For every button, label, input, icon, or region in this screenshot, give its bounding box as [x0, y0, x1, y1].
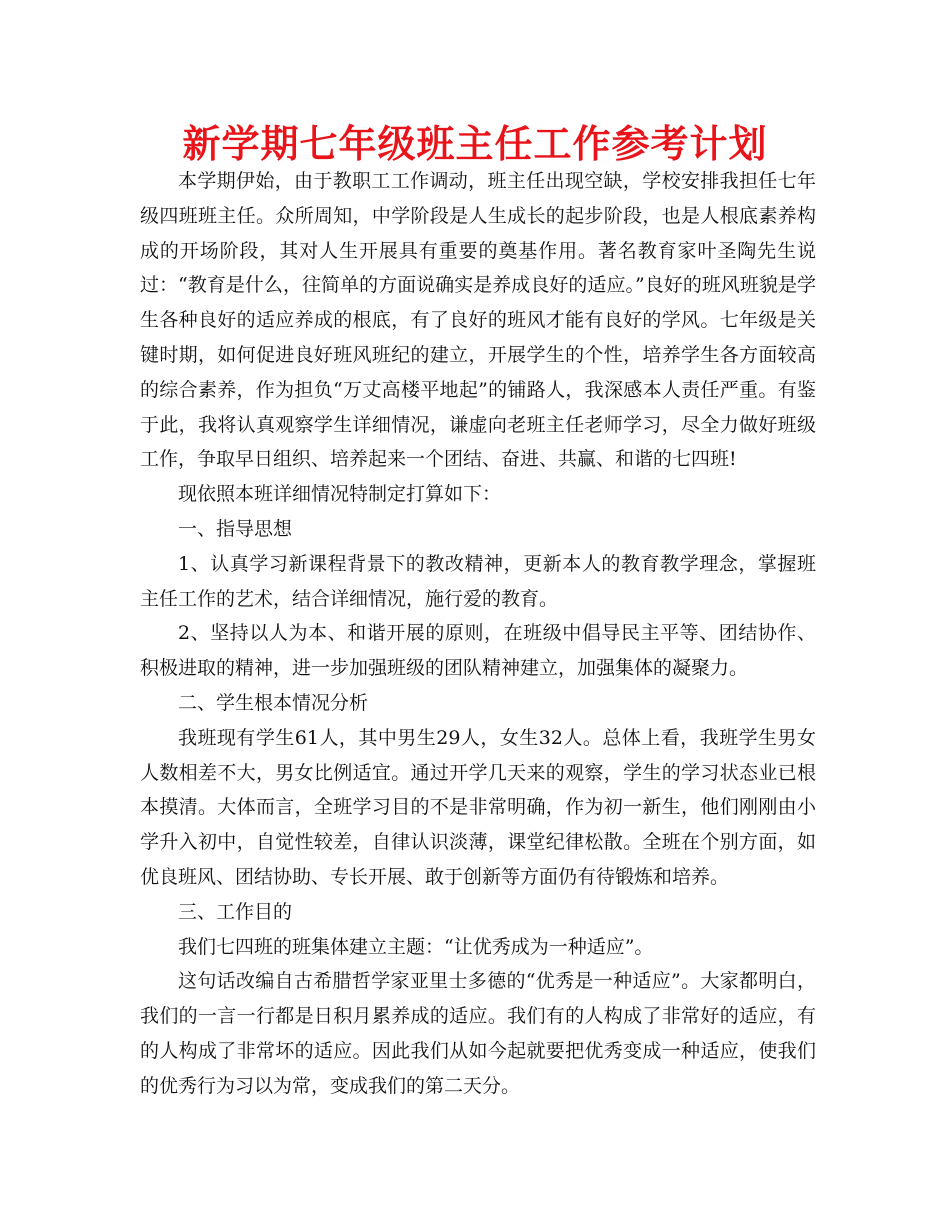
paragraph-guiding-item-2: 2、坚持以人为本、和谐开展的原则，在班级中倡导民主平等、团结协作、积极进取的精神，进一步加强班级的团队精神建立，加强集体的凝聚力。 — [140, 622, 816, 680]
document-title: 新学期七年级班主任工作参考计划 — [182, 122, 768, 166]
paragraph-guiding-item-1: 1、认真学习新课程背景下的教改精神，更新本人的教育教学理念，掌握班主任工作的艺术，结合详细情况，施行爱的教育。 — [140, 552, 816, 610]
paragraph-intro: 本学期伊始，由于教职工工作调动，班主任出现空缺，学校安排我担任七年级四班班主任。众所周知，中学阶段是人生成长的起步阶段，也是人根底素养构成的开场阶段，其对人生开展具有重要的奠基作用。著名教育家叶圣陶先生说过：“教育是什么，往简单的方面说确实是养成良好的适应。”良好的班风班貌是学生各种良好的适应养成的根底，有了良好的班风才能有良好的学风。七年级是关键时期，如何促进良好班风班纪的建立，开展学生的个性，培养学生各方面较高的综合素养，作为担负“万丈高楼平地起”的铺路人，我深感本人责任严重。有鉴于此，我将认真观察学生详细情况，谦虚向老班主任老师学习，尽全力做好班级工作，争取早日组织、培养起来一个团结、奋进、共赢、和谐的七四班! — [140, 170, 816, 471]
document-body — [140, 164, 816, 1104]
section-heading-work-goals: 三、工作目的 — [178, 900, 293, 923]
section-heading-student-analysis: 二、学生根本情况分析 — [178, 691, 369, 714]
paragraph-student-analysis: 我班现有学生61人，其中男生29人，女生32人。总体上看，我班学生男女人数相差不大，男女比例适宜。通过开学几天来的观察，学生的学习状态业已根本摸清。大体而言，全班学习目的不是非常明确，作为初一新生，他们刚刚由小学升入初中，自觉性较差，自律认识淡薄，课堂纪律松散。全班在个别方面，如优良班风、团结协助、专长开展、敢于创新等方面仍有待锻炼和培养。 — [140, 726, 816, 888]
paragraph-class-theme: 我们七四班的班集体建立主题：“让优秀成为一种适应”。 — [178, 935, 654, 958]
paragraph-plan-lead: 现依照本班详细情况特制定打算如下： — [178, 483, 502, 506]
section-heading-guiding-ideology: 一、指导思想 — [178, 517, 293, 540]
paragraph-theme-explanation: 这句话改编自古希腊哲学家亚里士多德的“优秀是一种适应”。大家都明白，我们的一言一行都是日积月累养成的适应。我们有的人构成了非常好的适应，有的人构成了非常坏的适应。因此我们从如今起就要把优秀变成一种适应，使我们的优秀行为习以为常，变成我们的第二天分。 — [140, 970, 816, 1097]
